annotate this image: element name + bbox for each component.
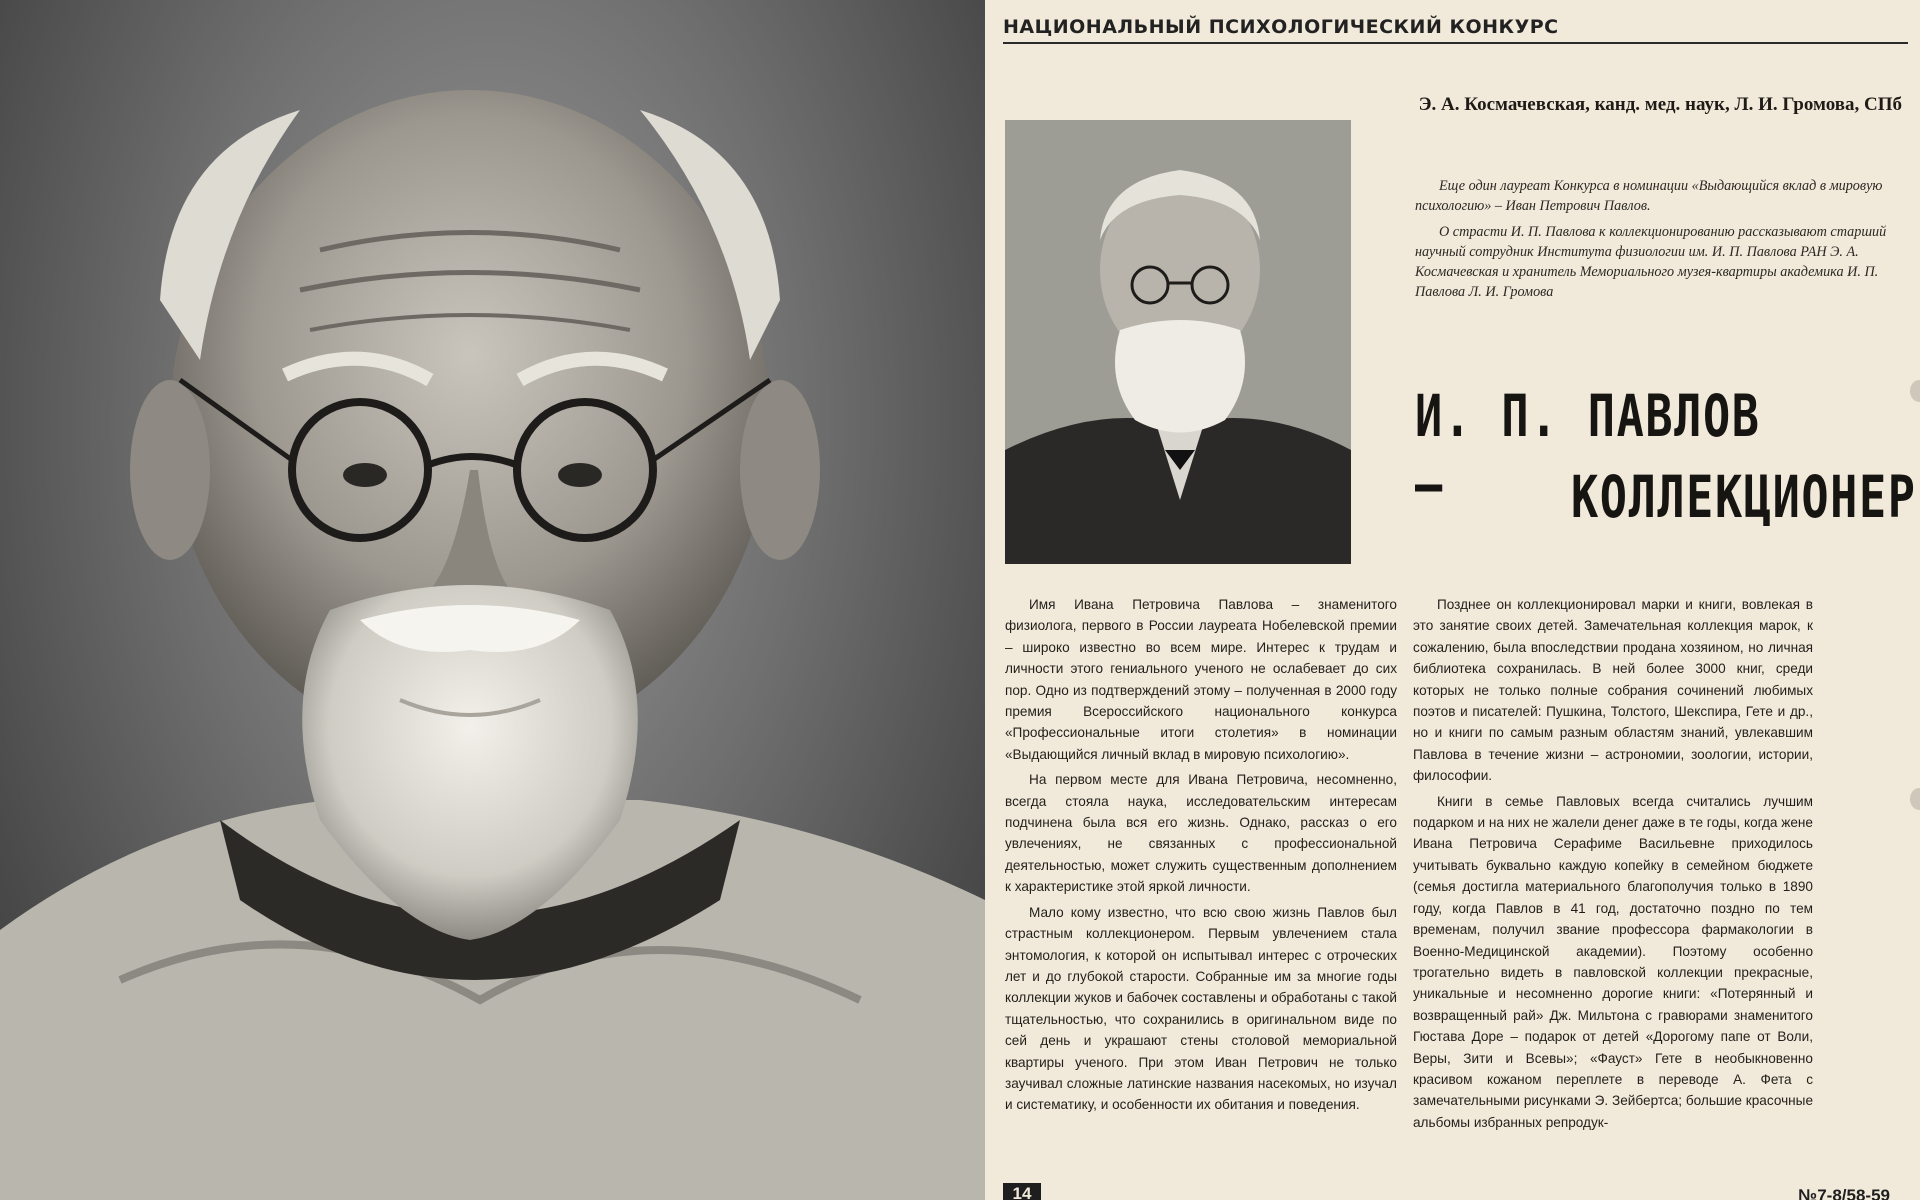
page-number: 14 — [1003, 1183, 1041, 1200]
binder-hole — [1910, 380, 1920, 402]
portrait-photo-small — [1005, 120, 1351, 564]
text-column-left — [1005, 594, 1397, 1120]
lead-paragraph: О страсти И. П. Павлова к коллекционированию рассказывают старший научный сотрудник Института физиологии им. И. П. Павлова РАН Э. А. Космачевская и хранитель Мемориального музея-квартиры академика И. П. Павлова Л. И. Громова — [1415, 224, 1887, 300]
body-paragraph: Книги в семье Павловых всегда считались лучшим подарком и на них не жалели денег даже в те годы, когда жене Ивана Петровича Серафиме Васильевне приходилось учитывать буквально каждую копейку в семейном бюджете (семья достигла материального благополучия только в 1890 году, когда Павлов в 41 год, достаточно поздно по тем временам, получил звание профессора фармакологии в Военно-Медицинской академии). Поэтому особенно трогательно видеть в павловской коллекции прекрасные, уникальные и несомненно дорогие книги: «Потерянный и возвращенный рай» Дж. Мильтона с гравюрами знаменитого Гюстава Доре – подарок от детей «Дорогому папе от Воли, Веры, Зити и Всевы»; «Фауст» Гете в необыкновенно красивом кожаном переплете в переводе А. Фета с замечательными рисунками Э. Зейбертса; большие красочные альбомы избранных репродук- — [1413, 793, 1813, 1130]
lead-paragraph: Еще один лауреат Конкурса в номинации «Выдающийся вклад в мировую психологию» – Иван Петрович Павлов. — [1415, 178, 1883, 214]
section-header: НАЦИОНАЛЬНЫЙ ПСИХОЛОГИЧЕСКИЙ КОНКУРС — [1003, 16, 1559, 38]
body-paragraph: Позднее он коллекционировал марки и книги, вовлекая в это занятие своих детей. Замечательная коллекция марок, к сожалению, была впоследствии продана хозяином, но личная библиотека сохранилась. В ней более 3000 книг, среди которых не только полные собрания сочинений любимых поэтов и писателей: Пушкина, Толстого, Шекспира, Гете и др., но и книги по самым разным областям знаний, увлекавшим Павлова в течение жизни – астрономии, зоологии, истории, философии. — [1413, 597, 1813, 784]
body-paragraph: На первом месте для Ивана Петровича, несомненно, всегда стояла наука, исследовательским интересам подчинена была вся его жизнь. Однако, рассказ о его увлечениях, не связанных с профессиональной деятельностью, может служить существенным дополнением к характеристике этой яркой личности. — [1005, 772, 1397, 895]
article-title-line-2: КОЛЛЕКЦИОНЕР — [1571, 463, 1917, 531]
portrait-small-illustration — [1005, 120, 1351, 564]
header-rule — [1003, 42, 1908, 44]
article-title-line-1: И. П. ПАВЛОВ – — [1415, 382, 1761, 518]
text-column-right — [1413, 594, 1813, 1137]
lead-intro — [1415, 176, 1905, 308]
issue-label: №7-8/58-59 — [1798, 1186, 1890, 1200]
binder-hole — [1910, 788, 1920, 810]
byline: Э. А. Космачевская, канд. мед. наук, Л. И. Громова, СПб — [1418, 94, 1902, 115]
body-paragraph: Имя Ивана Петровича Павлова – знаменитого физиолога, первого в России лауреата Нобелевской премии – широко известно во всем мире. Интерес к трудам и личности этого гениального ученого не ослабевает до сих пор. Одно из подтверждений этому – полученная в 2000 году премия Всероссийского национального конкурса «Профессиональные итоги столетия» в номинации «Выдающийся личный вклад в мировую психологию». — [1005, 597, 1397, 762]
magazine-page — [985, 0, 1920, 1200]
body-paragraph: Мало кому известно, что всю свою жизнь Павлов был страстным коллекционером. Первым увлечением стала энтомология, к которой он испытывал интерес с отроческих лет и до глубокой старости. Собранные им за многие годы коллекции жуков и бабочек составлены и обработаны с такой тщательностью, что сохранились в оригинальном виде по сей день и украшают стены столовой мемориальной квартиры ученого. При этом Иван Петрович не только заучивал сложные латинские названия насекомых, но изучал и систематику, и особенности их обитания и поведения. — [1005, 904, 1397, 1113]
